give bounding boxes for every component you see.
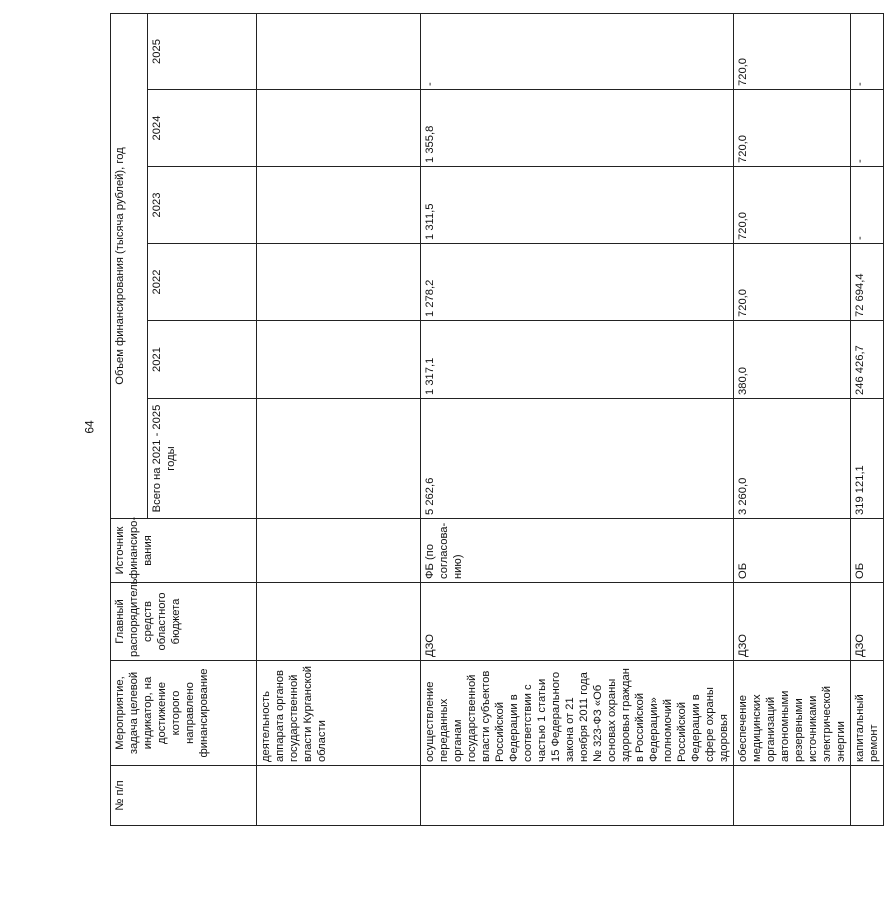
- cell-num: [851, 766, 884, 826]
- table-row: [257, 14, 421, 826]
- cell-manager: ДЗО: [734, 583, 851, 661]
- cell-2022: 720,0: [734, 244, 851, 321]
- financing-table-frame: [110, 14, 880, 826]
- financing-table: [110, 13, 884, 826]
- cell-2021: [257, 321, 421, 399]
- cell-2023: [257, 167, 421, 244]
- header-year-2024: 2024: [148, 90, 257, 167]
- table-row: [421, 14, 734, 826]
- header-manager: Главный распорядитель средств областного бюджета: [111, 583, 257, 661]
- cell-num: [734, 766, 851, 826]
- header-total: Всего на 2021 - 2025 годы: [148, 399, 257, 519]
- header-event: Мероприятие, задача целевой индикатор, на достижение которого направлено финансирование: [111, 661, 257, 766]
- cell-num: [257, 766, 421, 826]
- header-year-2022: 2022: [148, 244, 257, 321]
- cell-2023: 720,0: [734, 167, 851, 244]
- header-source: Источник финансиро-вания: [111, 519, 257, 583]
- cell-total: [257, 399, 421, 519]
- cell-manager: ДЗО: [421, 583, 734, 661]
- cell-event: обеспечение медицинских организаций автономными резервными источниками электрической энергии: [734, 661, 851, 766]
- table-row: [734, 14, 851, 826]
- cell-2021: 246 426,7: [851, 321, 884, 399]
- header-volume: Объем финансирования (тысяча рублей), год: [111, 14, 148, 519]
- cell-manager: ДЗО: [851, 583, 884, 661]
- table-row: [851, 14, 884, 826]
- header-year-2025: 2025: [148, 14, 257, 90]
- cell-2024: 720,0: [734, 90, 851, 167]
- cell-2022: 1 278,2: [421, 244, 734, 321]
- cell-2024: [257, 90, 421, 167]
- cell-2021: 380,0: [734, 321, 851, 399]
- header-year-2021: 2021: [148, 321, 257, 399]
- header-num: № п/п: [111, 766, 257, 826]
- cell-event: капитальный ремонт: [851, 661, 884, 766]
- cell-total: 5 262,6: [421, 399, 734, 519]
- cell-source: ФБ (по согласова-нию): [421, 519, 734, 583]
- cell-2025: -: [421, 14, 734, 90]
- cell-2023: -: [851, 167, 884, 244]
- cell-total: 319 121,1: [851, 399, 884, 519]
- cell-total: 3 260,0: [734, 399, 851, 519]
- cell-event: осуществление переданных органам государственной власти субъектов Российской Федерации в соответствии с частью 1 статьи 15 Федерального закона от 21 ноября 2011 года № 323-ФЗ «Об основах охраны здоровья граждан в Российской Федерации» полномочий Российской Федерации в сфере охраны здоровья: [421, 661, 734, 766]
- page-number: [84, 415, 96, 439]
- cell-source: [257, 519, 421, 583]
- cell-2021: 1 317,1: [421, 321, 734, 399]
- cell-manager: [257, 583, 421, 661]
- cell-2022: 72 694,4: [851, 244, 884, 321]
- cell-event: деятельность аппарата органов государственной власти Курганской области: [257, 661, 421, 766]
- cell-2025: [257, 14, 421, 90]
- header-year-2023: 2023: [148, 167, 257, 244]
- cell-2022: [257, 244, 421, 321]
- financing-table-rotated: [110, 14, 880, 826]
- cell-2025: 720,0: [734, 14, 851, 90]
- cell-num: [421, 766, 734, 826]
- cell-2023: 1 311,5: [421, 167, 734, 244]
- cell-source: ОБ: [734, 519, 851, 583]
- cell-2025: -: [851, 14, 884, 90]
- page-number-text: 64: [83, 420, 98, 434]
- cell-2024: -: [851, 90, 884, 167]
- table-header-row: [111, 14, 148, 826]
- cell-2024: 1 355,8: [421, 90, 734, 167]
- cell-source: ОБ: [851, 519, 884, 583]
